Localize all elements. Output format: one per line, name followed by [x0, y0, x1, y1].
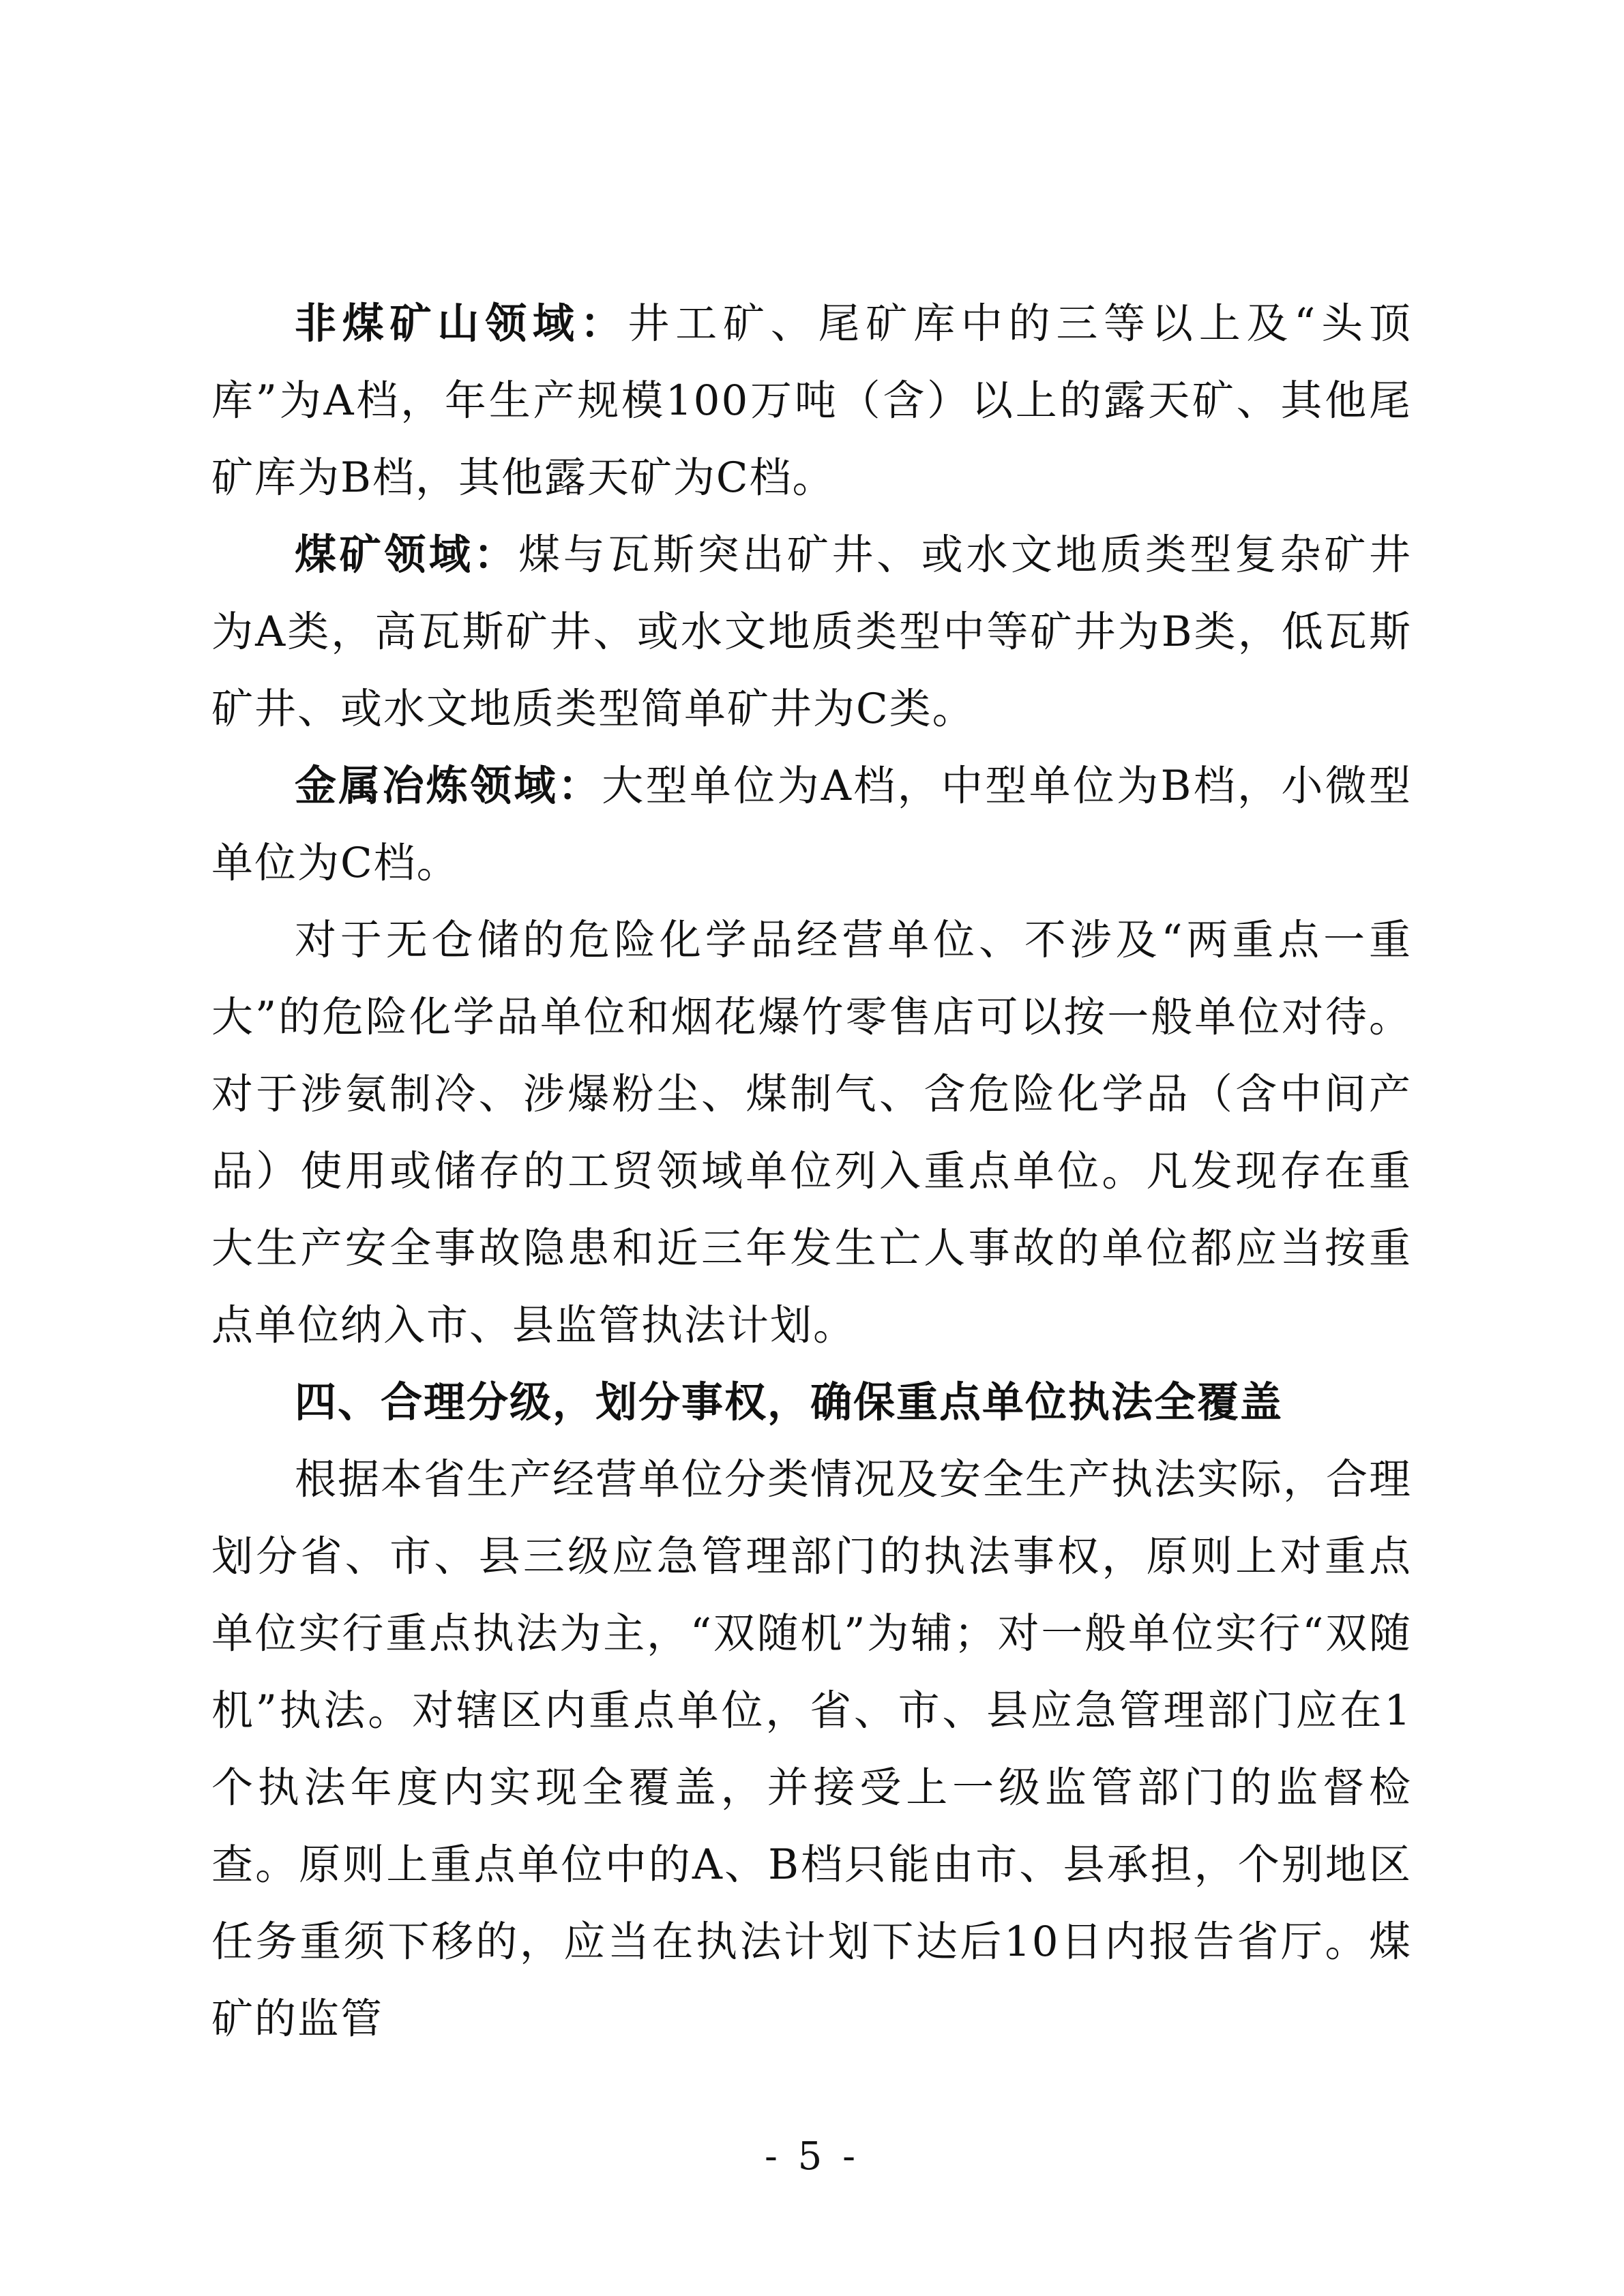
paragraph-lead-coal-mines: 煤矿领域： — [295, 531, 519, 579]
paragraph-metal-smelting — [211, 747, 1412, 901]
document-body — [211, 285, 1412, 2057]
paragraph-text-non-coal-mines: 井工矿、尾矿库中的三等以上及“头顶库”为A档，年生产规模100万吨（含）以上的露天矿、其他尾矿库为B档，其他露天矿为C档。 — [211, 299, 1412, 502]
paragraph-text-metal-smelting: 大型单位为A档，中型单位为B档，小微型单位为C档。 — [211, 762, 1412, 887]
paragraph-lead-metal-smelting: 金属冶炼领域： — [295, 762, 602, 810]
paragraph-general-units — [211, 901, 1412, 1364]
section-paragraph-text: 根据本省生产经营单位分类情况及安全生产执法实际，合理划分省、市、县三级应急管理部门的执法事权，原则上对重点单位实行重点执法为主，“双随机”为辅；对一般单位实行“双随机”执法。对辖区内重点单位，省、市、县应急管理部门应在1个执法年度内实现全覆盖，并接受上一级监管部门的监督检查。原则上重点单位中的A、B档只能由市、县承担，个别地区任务重须下移的，应当在执法计划下达后10日内报告省厅。煤矿的监管 — [211, 1455, 1413, 2043]
paragraph-text-general-units: 对于无仓储的危险化学品经营单位、不涉及“两重点一重大”的危险化学品单位和烟花爆竹零售店可以按一般单位对待。对于涉氨制冷、涉爆粉尘、煤制气、含危险化学品（含中间产品）使用或储存的工贸领域单位列入重点单位。凡发现存在重大生产安全事故隐患和近三年发生亡人事故的单位都应当按重点单位纳入市、县监管执法计划。 — [211, 916, 1412, 1350]
section-paragraph — [211, 1441, 1412, 2057]
paragraph-text-coal-mines: 煤与瓦斯突出矿井、或水文地质类型复杂矿井为A类，高瓦斯矿井、或水文地质类型中等矿井为B类，低瓦斯矿井、或水文地质类型简单矿井为C类。 — [211, 531, 1412, 733]
paragraph-lead-non-coal-mines: 非煤矿山领域： — [295, 299, 628, 348]
paragraph-non-coal-mines — [211, 285, 1412, 516]
paragraph-coal-mines — [211, 516, 1412, 747]
page-number: - 5 - — [764, 2134, 860, 2179]
section-heading: 四、合理分级，划分事权，确保重点单位执法全覆盖 — [295, 1378, 1284, 1427]
